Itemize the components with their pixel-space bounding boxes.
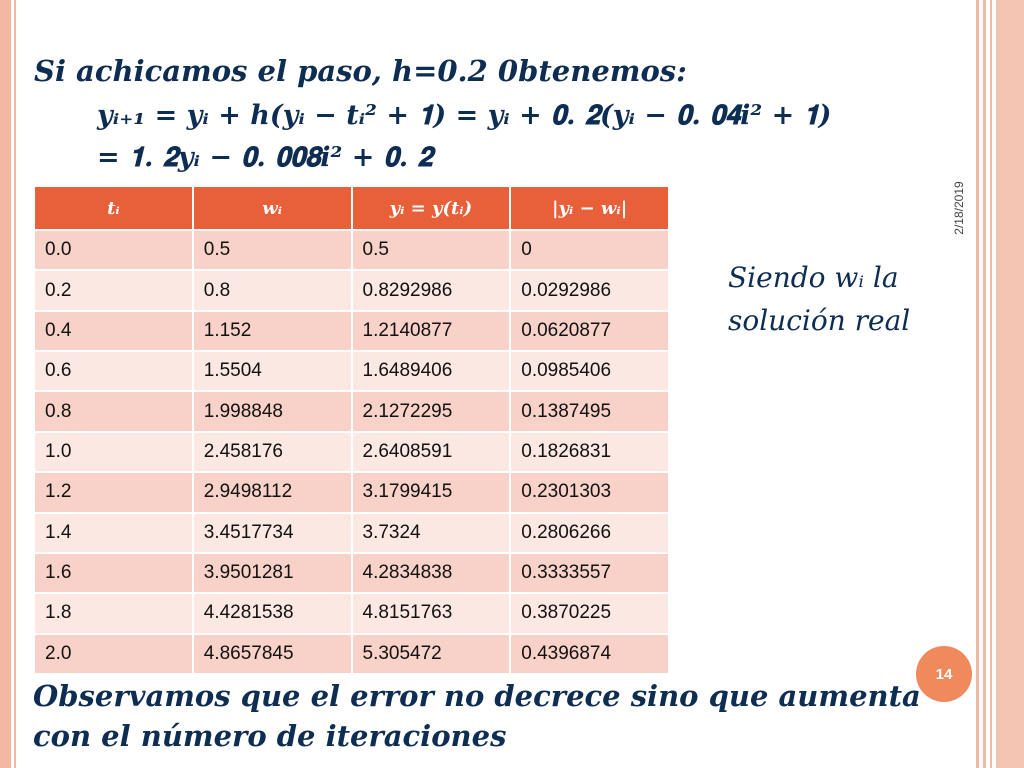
header-w: wᵢ <box>193 186 352 230</box>
cell-t: 0.6 <box>34 351 193 391</box>
header-error: |yᵢ − wᵢ| <box>510 186 669 230</box>
right-decorative-band <box>996 0 1024 768</box>
cell-y: 4.8151763 <box>352 593 511 633</box>
cell-y: 3.1799415 <box>352 472 511 512</box>
cell-t: 0.2 <box>34 270 193 310</box>
table-row <box>34 634 669 674</box>
cell-error: 0.1826831 <box>510 432 669 472</box>
cell-w: 1.998848 <box>193 391 352 431</box>
cell-error: 0.0292986 <box>510 270 669 310</box>
page-number-badge: 14 <box>916 646 972 702</box>
cell-y: 2.1272295 <box>352 391 511 431</box>
equation-line-1: 𝒚ᵢ₊₁ = 𝒚ᵢ + 𝒉(𝒚ᵢ − 𝒕ᵢ² + 𝟏) = 𝒚ᵢ + 𝟎. 𝟐(𝒚ᵢ − 𝟎. 𝟎𝟒𝒊² + 𝟏) <box>97 100 832 131</box>
table-row <box>34 593 669 633</box>
cell-y: 0.5 <box>352 230 511 270</box>
cell-t: 1.6 <box>34 553 193 593</box>
cell-w: 0.8 <box>193 270 352 310</box>
cell-w: 3.4517734 <box>193 513 352 553</box>
cell-t: 1.2 <box>34 472 193 512</box>
cell-t: 2.0 <box>34 634 193 674</box>
cell-error: 0.0985406 <box>510 351 669 391</box>
left-decorative-stripe <box>0 0 11 768</box>
cell-y: 4.2834838 <box>352 553 511 593</box>
table-row <box>34 432 669 472</box>
table-row <box>34 270 669 310</box>
cell-error: 0.3333557 <box>510 553 669 593</box>
table-row <box>34 351 669 391</box>
results-table <box>33 185 670 675</box>
cell-w: 2.9498112 <box>193 472 352 512</box>
cell-error: 0.2301303 <box>510 472 669 512</box>
cell-w: 1.152 <box>193 311 352 351</box>
cell-w: 1.5504 <box>193 351 352 391</box>
header-t: tᵢ <box>34 186 193 230</box>
cell-t: 0.4 <box>34 311 193 351</box>
cell-t: 1.0 <box>34 432 193 472</box>
cell-w: 2.458176 <box>193 432 352 472</box>
cell-y: 0.8292986 <box>352 270 511 310</box>
cell-w: 0.5 <box>193 230 352 270</box>
table-row <box>34 553 669 593</box>
cell-error: 0.1387495 <box>510 391 669 431</box>
header-y: yᵢ = y(tᵢ) <box>352 186 511 230</box>
cell-w: 3.9501281 <box>193 553 352 593</box>
right-decorative-line <box>990 0 992 768</box>
cell-error: 0.2806266 <box>510 513 669 553</box>
cell-w: 4.8657845 <box>193 634 352 674</box>
cell-t: 0.8 <box>34 391 193 431</box>
table-row <box>34 513 669 553</box>
table-row <box>34 311 669 351</box>
cell-w: 4.4281538 <box>193 593 352 633</box>
cell-t: 0.0 <box>34 230 193 270</box>
equation-line-2: = 𝟏. 𝟐𝒚ᵢ − 𝟎. 𝟎𝟎𝟖𝒊² + 𝟎. 𝟐 <box>97 142 433 173</box>
cell-error: 0.4396874 <box>510 634 669 674</box>
table-row <box>34 472 669 512</box>
cell-y: 1.2140877 <box>352 311 511 351</box>
cell-error: 0.0620877 <box>510 311 669 351</box>
side-note: Siendo wᵢ la solución real <box>728 261 911 337</box>
right-decorative-line <box>976 0 979 768</box>
cell-y: 5.305472 <box>352 634 511 674</box>
cell-y: 3.7324 <box>352 513 511 553</box>
slide-title: Si achicamos el paso, h=0.2 0btenemos: <box>34 54 687 88</box>
cell-error: 0.3870225 <box>510 593 669 633</box>
cell-y: 2.6408591 <box>352 432 511 472</box>
table-row <box>34 391 669 431</box>
left-decorative-line <box>14 0 16 768</box>
cell-y: 1.6489406 <box>352 351 511 391</box>
cell-t: 1.8 <box>34 593 193 633</box>
conclusion-text: Observamos que el error no decrece sino que aumenta con el número de iteraciones <box>33 679 921 753</box>
cell-error: 0 <box>510 230 669 270</box>
cell-t: 1.4 <box>34 513 193 553</box>
right-decorative-line <box>983 0 986 768</box>
table-row <box>34 230 669 270</box>
slide-date: 2/18/2019 <box>952 181 966 235</box>
table-header-row <box>34 186 669 230</box>
